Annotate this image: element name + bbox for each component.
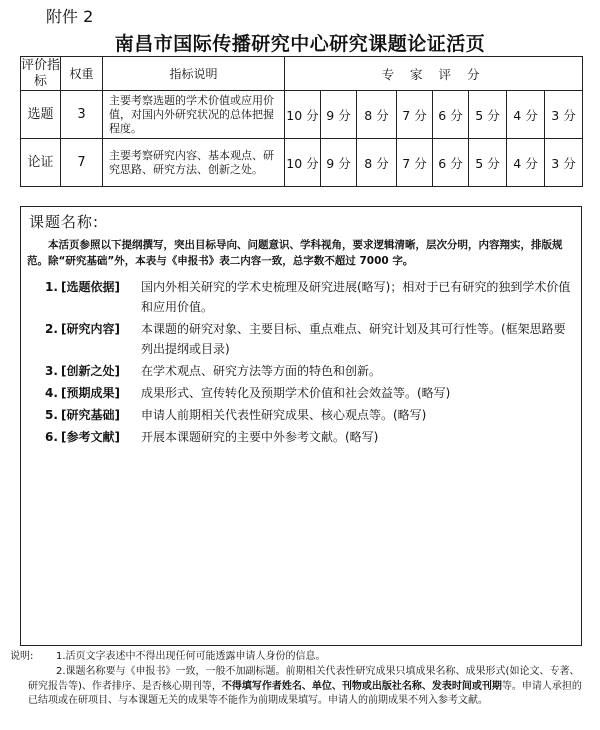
list-item (45, 277, 575, 317)
item-number: 6. (45, 430, 58, 444)
score-cell[interactable]: 4 分 (507, 139, 545, 187)
score-cell[interactable]: 10 分 (285, 91, 321, 139)
page-title: 南昌市国际传播研究中心研究课题论证活页 (114, 33, 486, 55)
outline-list (45, 277, 575, 449)
header-expert-score: 专 家 评 分 (285, 57, 583, 91)
score-cell[interactable]: 9 分 (321, 139, 357, 187)
row-indicator: 论证 (21, 139, 61, 187)
row-description: 主要考察研究内容、基本观点、研究思路、研究方法、创新之处。 (103, 139, 285, 187)
item-text: 在学术观点、研究方法等方面的特色和创新。 (141, 364, 382, 378)
attachment-label: 附件 2 (46, 7, 94, 26)
item-text: 开展本课题研究的主要中外参考文献。(略写) (141, 430, 379, 444)
score-cell[interactable]: 10 分 (285, 139, 321, 187)
item-number: 2. (45, 322, 58, 336)
score-cell[interactable]: 9 分 (321, 91, 357, 139)
item-text: 成果形式、宣传转化及预期学术价值和社会效益等。(略写) (141, 386, 451, 400)
item-text: 申请人前期相关代表性研究成果、核心观点等。(略写) (141, 408, 427, 422)
note-2-emphasis: 不得填写作者姓名、单位、刊物或出版社名称、发表时间或刊期 (221, 680, 502, 692)
row-indicator: 选题 (21, 91, 61, 139)
evaluation-table (20, 56, 583, 187)
item-tag: [参考文献] (61, 430, 120, 444)
row-weight: 7 (61, 139, 103, 187)
item-tag: [选题依据] (61, 280, 120, 294)
list-item (45, 405, 575, 425)
topic-name-label: 课题名称: (29, 213, 100, 231)
note-2 (28, 665, 588, 709)
list-item (45, 427, 575, 447)
score-cell[interactable]: 5 分 (469, 139, 507, 187)
header-description: 指标说明 (103, 57, 285, 91)
item-text: 国内外相关研究的学术史梳理及研究进展(略写)；相对于已有研究的独到学术价值和应用价值。 (141, 280, 571, 314)
table-header-row (21, 57, 583, 91)
table-row (21, 139, 583, 187)
item-number: 1. (45, 280, 58, 294)
topic-intro: 本活页参照以下提纲撰写，突出目标导向、问题意识、学科视角，要求逻辑清晰，层次分明，内容翔实，排版规范。除“研究基础”外，本表与《申报书》表二内容一致，总字数不超过 7000 字。 (27, 239, 563, 267)
header-weight: 权重 (61, 57, 103, 91)
score-cell[interactable]: 6 分 (433, 91, 469, 139)
list-item (45, 361, 575, 381)
row-description: 主要考察选题的学术价值或应用价值，对国内外研究状况的总体把握程度。 (103, 91, 285, 139)
item-tag: [创新之处] (61, 364, 120, 378)
score-cell[interactable]: 4 分 (507, 91, 545, 139)
item-number: 3. (45, 364, 58, 378)
list-item (45, 383, 575, 403)
score-cell[interactable]: 8 分 (357, 91, 397, 139)
note-2-part-a: 2.课题名称要与《申报书》一致，一般不加副标题。前期相关代表性研究成果只填成果名称、成果形式(如论文、专著、研究报告等)、作者排序、是否核心期刊等， (28, 666, 580, 692)
item-number: 5. (45, 408, 58, 422)
score-cell[interactable]: 5 分 (469, 91, 507, 139)
note-1: 1.活页文字表述中不得出现任何可能透露申请人身份的信息。 (56, 651, 326, 662)
header-indicator: 评价指标 (21, 57, 61, 89)
row-weight: 3 (61, 91, 103, 139)
list-item (45, 319, 575, 359)
item-tag: [研究内容] (61, 322, 120, 336)
score-cell[interactable]: 3 分 (545, 91, 583, 139)
note-2-part-c: 等。申请人承担的已结项或在研项目、与本课题无关的成果等不能作为前期成果填写。申请人的前期成果不列入参考文献。 (28, 680, 582, 706)
item-tag: [预期成果] (61, 386, 120, 400)
item-tag: [研究基础] (61, 408, 120, 422)
topic-box[interactable] (20, 206, 582, 646)
score-cell[interactable]: 6 分 (433, 139, 469, 187)
score-cell[interactable]: 3 分 (545, 139, 583, 187)
table-row (21, 91, 583, 139)
notes-label: 说明: (10, 651, 34, 662)
score-cell[interactable]: 8 分 (357, 139, 397, 187)
item-text: 本课题的研究对象、主要目标、重点难点、研究计划及其可行性等。(框架思路要列出提纲或目录) (141, 322, 566, 356)
score-cell[interactable]: 7 分 (397, 139, 433, 187)
item-number: 4. (45, 386, 58, 400)
score-cell[interactable]: 7 分 (397, 91, 433, 139)
